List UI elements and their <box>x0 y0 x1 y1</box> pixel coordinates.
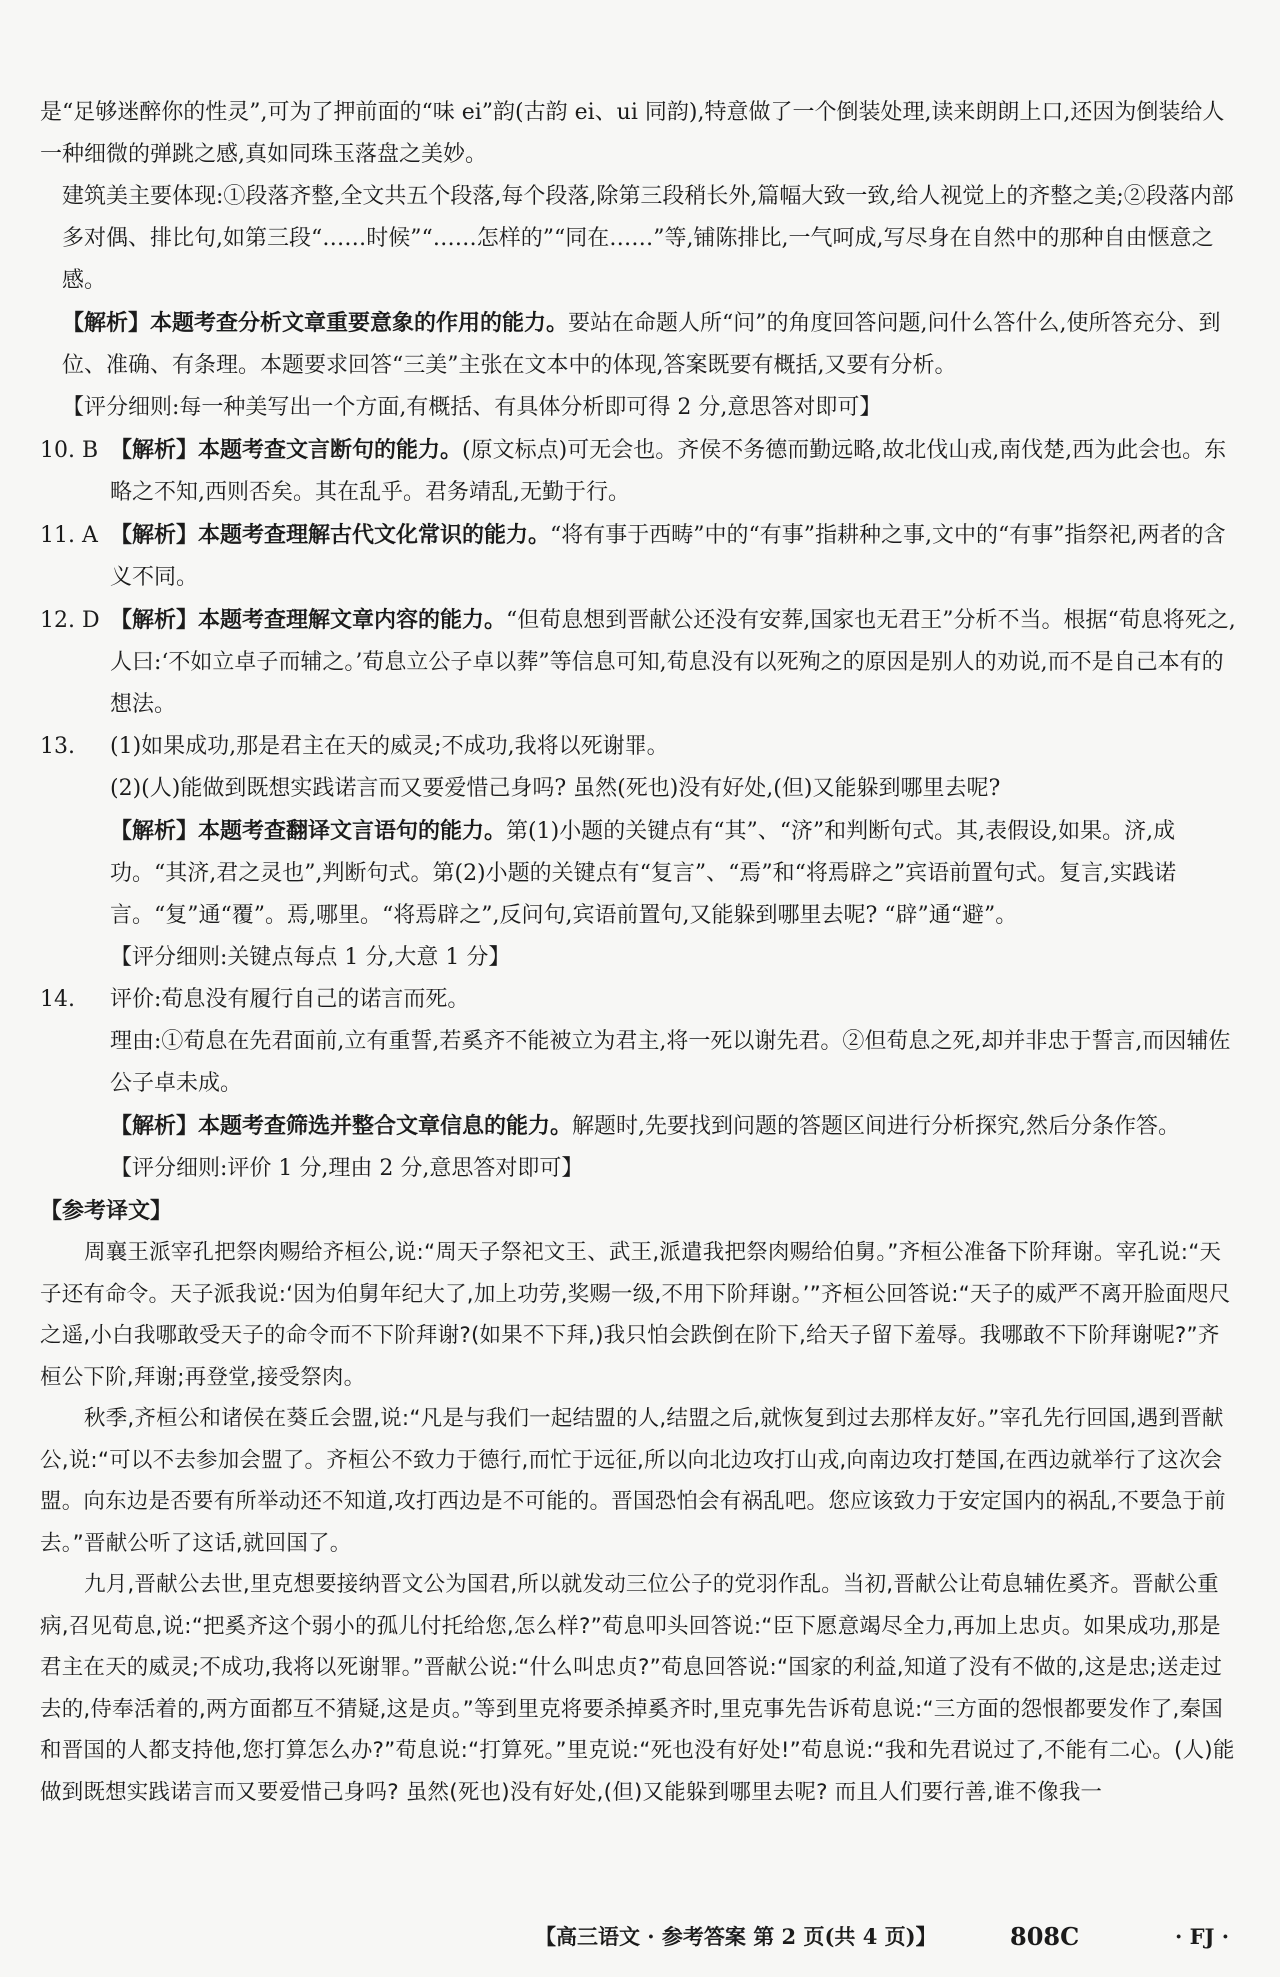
answer-q10 <box>40 429 1240 514</box>
answer-q13-part1 <box>40 726 1240 768</box>
analysis-tag: 【解析】 <box>110 818 199 844</box>
analysis-text: “但荀息想到晋献公还没有安葬,国家也无君王”分析不当。根据“荀息将死之,人曰:‘不如立卓子而辅之。’荀息立公子卓以葬”等信息可知,荀息没有以死殉之的原因是别人的劝说,而不是自己本有的想法。 <box>110 608 1236 717</box>
province-code: · FJ · <box>1175 1924 1230 1949</box>
analysis-key: 本题考查分析文章重要意象的作用的能力。 <box>150 310 569 336</box>
answer-text: (1)如果成功,那是君主在天的威灵;不成功,我将以死谢罪。 <box>110 734 669 759</box>
analysis-tag: 【解析】 <box>62 310 151 336</box>
analysis-q13 <box>40 810 1240 937</box>
question-number: 14. <box>40 987 75 1012</box>
analysis-tag: 【解析】 <box>110 522 199 548</box>
answer-q14-eval <box>40 979 1240 1021</box>
question-number: 11. A <box>40 523 98 548</box>
paragraph-architecture-beauty: 建筑美主要体现:①段落齐整,全文共五个段落,每个段落,除第三段稍长外,篇幅大致一致,给人视觉上的齐整之美;②段落内部多对偶、排比句,如第三段“……时候”“……怎样的”“同在……”等,铺陈排比,一气呵成,写尽身在自然中的那种自由惬意之感。 <box>62 184 1234 293</box>
analysis-key: 本题考查筛选并整合文章信息的能力。 <box>198 1113 573 1139</box>
page-content <box>40 92 1240 1813</box>
answer-q13-part2 <box>40 768 1240 810</box>
translation-title: 【参考译文】 <box>40 1198 173 1224</box>
scoring-rule-q14: 【评分细则:评价 1 分,理由 2 分,意思答对即可】 <box>110 1156 584 1181</box>
analysis-tag: 【解析】 <box>110 437 199 463</box>
analysis-key: 本题考查翻译文言语句的能力。 <box>198 818 507 844</box>
answer-text: 理由:①荀息在先君面前,立有重誓,若奚齐不能被立为君主,将一死以谢先君。②但荀息之死,却并非忠于誓言,而因辅佐公子卓未成。 <box>110 1029 1231 1096</box>
question-number: 10. B <box>40 438 99 463</box>
answer-q12 <box>40 599 1240 726</box>
answer-q11 <box>40 514 1240 599</box>
analysis-text: 要站在命题人所“问”的角度回答问题,问什么答什么,使所答充分、到位、准确、有条理。本题要求回答“三美”主张在文本中的体现,答案既要有概括,又要有分析。 <box>62 311 1221 378</box>
analysis-text: “将有事于西畴”中的“有事”指耕种之事,文中的“有事”指祭祀,两者的含义不同。 <box>110 523 1226 590</box>
scoring-rule-q9: 【评分细则:每一种美写出一个方面,有概括、有具体分析即可得 2 分,意思答对即可】 <box>62 395 882 420</box>
analysis-text: (原文标点)可无会也。齐侯不务德而勤远略,故北伐山戎,南伐楚,西为此会也。东略之不知,西则否矣。其在乱乎。君务靖乱,无勤于行。 <box>110 438 1227 505</box>
translation-paragraph: 秋季,齐桓公和诸侯在葵丘会盟,说:“凡是与我们一起结盟的人,结盟之后,就恢复到过去那样友好。”宰孔先行回国,遇到晋献公,说:“可以不去参加会盟了。齐桓公不致力于德行,而忙于远征,所以向北边攻打山戎,向南边攻打楚国,在西边就举行了这次会盟。向东边是否要有所举动还不知道,攻打西边是不可能的。晋国恐怕会有祸乱吧。您应该致力于安定国内的祸乱,不要急于前去。”晋献公听了这话,就回国了。 <box>40 1406 1226 1556</box>
answer-text: (2)(人)能做到既想实践诺言而又要爱惜己身吗? 虽然(死也)没有好处,(但)又能躲到哪里去呢? <box>110 776 1001 801</box>
question-number: 12. D <box>40 608 100 633</box>
footer-title: 【高三语文 · 参考答案 第 2 页(共 4 页)】 <box>535 1924 937 1949</box>
translation-paragraph: 九月,晋献公去世,里克想要接纳晋文公为国君,所以就发动三位公子的党羽作乱。当初,晋献公让荀息辅佐奚齐。晋献公重病,召见荀息,说:“把奚齐这个弱小的孤儿付托给您,怎么样?”荀息叩头回答说:“臣下愿意竭尽全力,再加上忠贞。如果成功,那是君主在天的威灵;不成功,我将以死谢罪。”晋献公说:“什么叫忠贞?”荀息回答说:“国家的利益,知道了没有不做的,这是忠;送走过去的,侍奉活着的,两方面都互不猜疑,这是贞。”等到里克将要杀掉奚齐时,里克事先告诉荀息说:“三方面的怨恨都要发作了,秦国和晋国的人都支持他,您打算怎么办?”荀息说:“打算死。”里克说:“死也没有好处!”荀息说:“我和先君说过了,不能有二心。(人)能做到既想实践诺言而又要爱惜己身吗? 虽然(死也)没有好处,(但)又能躲到哪里去呢? 而且人们要行善,谁不像我一 <box>40 1572 1235 1805</box>
analysis-key: 本题考查文言断句的能力。 <box>198 437 463 463</box>
scoring-rule-q13: 【评分细则:关键点每点 1 分,大意 1 分】 <box>110 945 511 970</box>
answer-q14-reason <box>40 1021 1240 1105</box>
analysis-tag: 【解析】 <box>110 1113 199 1139</box>
answer-text: 评价:荀息没有履行自己的诺言而死。 <box>110 987 470 1012</box>
translation-paragraph: 周襄王派宰孔把祭肉赐给齐桓公,说:“周天子祭祀文王、武王,派遣我把祭肉赐给伯舅。”齐桓公准备下阶拜谢。宰孔说:“天子还有命令。天子派我说:‘因为伯舅年纪大了,加上功劳,奖赐一级,不用下阶拜谢。’”齐桓公回答说:“天子的威严不离开脸面咫尺之遥,小白我哪敢受天子的命令而不下阶拜谢?(如果不下拜,)我只怕会跌倒在阶下,给天子留下羞辱。我哪敢不下阶拜谢呢?”齐桓公下阶,拜谢;再登堂,接受祭肉。 <box>40 1240 1231 1390</box>
analysis-key: 本题考查理解文章内容的能力。 <box>198 607 507 633</box>
analysis-key: 本题考查理解古代文化常识的能力。 <box>198 522 551 548</box>
paragraph-rhyme-analysis: 是“足够迷醉你的性灵”,可为了押前面的“味 ei”韵(古韵 ei、ui 同韵),特意做了一个倒装处理,读来朗朗上口,还因为倒装给人一种细微的弹跳之感,真如同珠玉落盘之美妙。 <box>40 100 1225 167</box>
analysis-tag: 【解析】 <box>110 607 199 633</box>
question-number: 13. <box>40 734 75 759</box>
page-footer <box>0 1922 1280 1952</box>
analysis-text: 第(1)小题的关键点有“其”、“济”和判断句式。其,表假设,如果。济,成功。“其济,君之灵也”,判断句式。第(2)小题的关键点有“复言”、“焉”和“将焉辟之”宾语前置句式。复言,实践诺言。“复”通“覆”。焉,哪里。“将焉辟之”,反问句,宾语前置句,又能躲到哪里去呢? “辟”通“避”。 <box>110 819 1177 928</box>
analysis-q9 <box>40 302 1240 387</box>
paper-code: 808C <box>1010 1922 1080 1951</box>
analysis-q14 <box>40 1105 1240 1148</box>
translation-body <box>40 1232 1240 1813</box>
analysis-text: 解题时,先要找到问题的答题区间进行分析探究,然后分条作答。 <box>572 1114 1181 1139</box>
